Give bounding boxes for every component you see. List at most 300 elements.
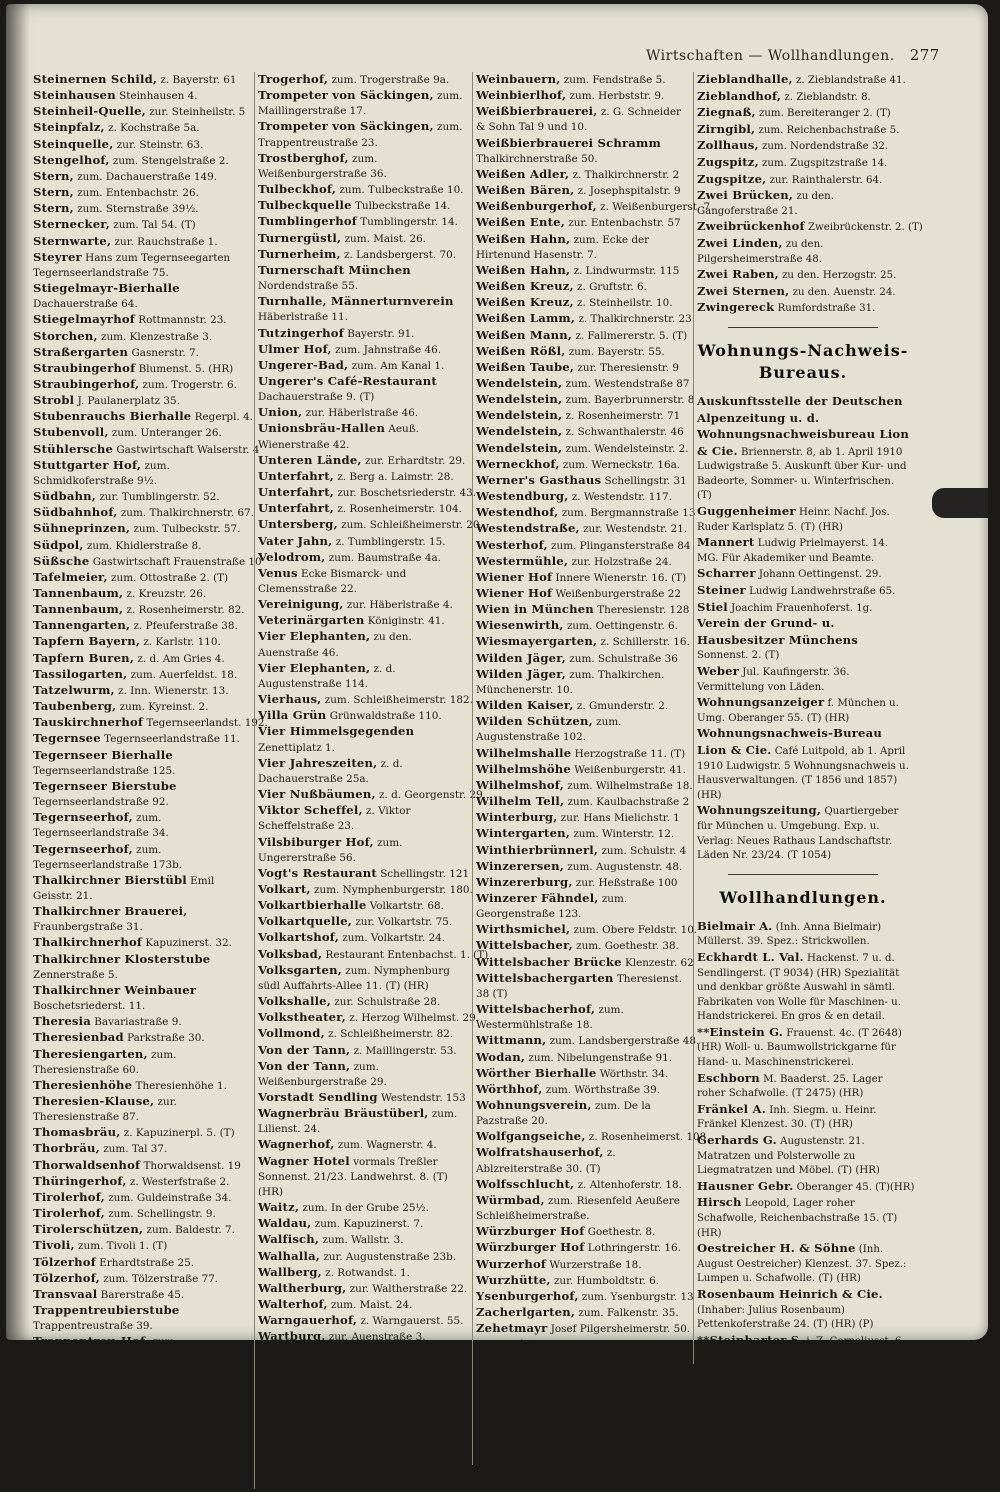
entry-address: z. Rosenheimerstr. 82. — [123, 604, 245, 617]
entry-name: Wittelsbacher, — [476, 938, 573, 953]
directory-entry — [33, 810, 251, 841]
entry-address: zum. Tal 37. — [99, 1143, 168, 1156]
directory-entry — [697, 267, 909, 284]
page-number: 277 — [909, 46, 940, 64]
entry-address: Lothringerstr. 16. — [584, 1242, 681, 1255]
entry-name: Trompeter von Säckingen, — [258, 119, 434, 134]
page-gutter-shadow — [6, 4, 30, 1340]
entry-name: Zehetmayr — [476, 1321, 548, 1336]
directory-entry — [33, 137, 251, 153]
entry-address: z. Kreuzstr. 26. — [123, 588, 207, 600]
directory-entry — [697, 1287, 909, 1333]
directory-entry — [258, 247, 473, 263]
entry-address: Rottmannstr. 23. — [134, 314, 227, 327]
section-title-wohnungs-nachweis — [697, 340, 909, 384]
entry-name: Theresienhöhe — [33, 1077, 133, 1092]
directory-entry — [476, 489, 692, 505]
directory-entry — [33, 1141, 251, 1157]
directory-entry — [476, 1098, 692, 1129]
directory-entry — [258, 1346, 473, 1362]
entry-address: z. Weißenburgerst. 7 — [596, 201, 711, 214]
directory-entry — [697, 138, 909, 155]
entry-address: zum. Trogerstraße 9a. — [328, 74, 450, 86]
directory-entry — [33, 1125, 251, 1141]
entry-name: Trogereck, — [33, 1475, 105, 1490]
entry-name: Thorbräu, — [33, 1141, 100, 1156]
entry-address: zum. Tal 54. (T) — [110, 219, 196, 232]
entry-name: Stern, — [33, 185, 74, 200]
directory-entry — [33, 1158, 251, 1174]
directory-entry — [697, 300, 909, 317]
directory-entry — [476, 698, 692, 714]
entry-address: zu den. Pilgersheimerstraße 48. — [697, 238, 824, 265]
directory-entry — [258, 1026, 473, 1042]
entry-address: zum. De la Pazstraße 20. — [476, 1100, 651, 1128]
directory-entry — [258, 374, 473, 405]
entry-address: zum. Bergmannstraße 13 — [558, 507, 696, 520]
entry-address: z. G. Schneider & Sohn Tal 9 und 10. — [476, 106, 682, 134]
entry-address: Frauenst. 4c. (T 2648) (HR) Woll- u. Baumwollstrickgarne für Hand- u. Maschinenstrickerei. — [697, 1027, 902, 1069]
entry-address: zum. Ecke der Hirtenund Hasenstr. 7. — [476, 233, 650, 261]
entry-address: zum. In der Grube 25½. — [299, 1202, 429, 1215]
entry-name: Steyrer — [33, 249, 82, 264]
directory-entry — [258, 151, 473, 182]
entry-address: zur. Schulstraße 28. — [331, 996, 441, 1009]
directory-entry — [33, 715, 268, 731]
entry-name: Winterburg, — [476, 810, 558, 825]
entry-name: Zwei Raben, — [697, 267, 779, 282]
directory-entry — [476, 667, 692, 698]
entry-address: zum. Entenbachstr. 26. — [73, 187, 199, 200]
entry-name: Weißen Kreuz, — [476, 295, 574, 310]
directory-entry — [258, 597, 473, 613]
entry-address: Ecke Bismarck- und Clemensstraße 22. — [258, 567, 407, 595]
entry-address: z. Pfeuferstraße 38. — [130, 620, 238, 633]
entry-name: Vereinigung, — [258, 597, 344, 612]
entry-address: zum. Wagnerstr. 4. — [334, 1139, 437, 1152]
entry-address: Dachauerstraße 9. (T) — [258, 391, 375, 404]
entry-name: Ysenburgerhof, — [476, 1288, 579, 1303]
entry-address: Wurzerstraße 18. — [546, 1258, 642, 1271]
entry-address: Café Luitpold, ab 1. April 1910 Ludwigstr. 5 Wohnungsnachweis u. Hausverwaltungen. (T 1856 und 1857) (HR) — [697, 745, 909, 801]
directory-entry — [33, 699, 251, 715]
directory-entry — [33, 748, 251, 779]
directory-entry — [697, 583, 909, 600]
entry-address: Gastwirtschaft Frauenstraße 10 — [89, 555, 262, 568]
entry-address: Sonnenst. 2. (T) — [697, 650, 780, 662]
directory-entry — [476, 1432, 692, 1448]
entry-name: Weißen Kreuz, — [476, 279, 574, 294]
entry-address: z. d. Augustenstraße 114. — [258, 662, 396, 690]
entry-address: zum. Ottostraße 2. (T) — [107, 571, 229, 584]
section-divider — [728, 874, 878, 875]
entry-address: Augustenstr. 21. Matratzen und Polsterwolle zu Liegmatratzen und Möbel. (T) (HR) — [697, 1136, 880, 1177]
entry-name: Trappentreubierstube — [33, 1303, 180, 1318]
entry-name: Tölzerhof — [33, 1254, 96, 1269]
entry-address: zum. Bayerstr. 55. — [565, 345, 665, 358]
entry-name: Weißbierbrauerei, — [476, 104, 598, 119]
directory-entry — [476, 1240, 692, 1256]
directory-entry — [697, 284, 909, 301]
directory-entry — [33, 1030, 251, 1046]
entry-name: Vier Elephanten, — [258, 660, 371, 675]
directory-entry — [697, 535, 909, 566]
entry-address: zum. Werneckstr. 16a. — [559, 458, 681, 471]
binding-clip — [932, 488, 988, 518]
directory-entry — [697, 616, 909, 664]
directory-entry — [33, 731, 251, 747]
entry-address: zum. Theresienstraße 60. — [33, 1048, 177, 1076]
directory-entry — [33, 1174, 251, 1190]
entry-address: Trappentreustraße 39. — [33, 1320, 153, 1333]
directory-entry — [33, 489, 251, 505]
directory-entry — [476, 570, 692, 586]
directory-entry — [258, 198, 473, 214]
directory-entry — [697, 1025, 909, 1071]
entry-name: Werneckhof, — [476, 456, 560, 471]
entry-name: Wittmann, — [476, 1033, 547, 1048]
directory-entry — [258, 326, 473, 342]
entry-name: Wendelstein, — [476, 392, 563, 407]
entry-name: Traunstein, — [33, 1396, 110, 1411]
entry-name: Tegernseerhof, — [33, 810, 133, 825]
entry-name: Thalkirchner Weinbauer — [33, 982, 197, 997]
directory-entry — [476, 1289, 692, 1305]
entry-address: zur. Westendstr. 21. — [579, 523, 688, 536]
entry-name: Unteren Lände, — [258, 452, 362, 467]
entry-address: zum. Nymphenburgerstr. 180. — [310, 883, 473, 896]
section-title-line-2: Bureaus. — [758, 362, 848, 382]
entry-name: Wittelsbacherhof, — [476, 1002, 596, 1017]
directory-entry — [33, 409, 251, 425]
directory-entry — [476, 778, 692, 794]
entry-name: Tegernseerhof, — [33, 841, 133, 856]
entry-address: Tegernseerlandstraße 92. — [33, 796, 169, 809]
entry-address: Bavariastraße 9. — [90, 1016, 182, 1029]
entry-address: zum. Bayerbrunnerstr. 8 — [562, 394, 695, 407]
entry-name: Wendelstein, — [476, 440, 563, 455]
directory-entry — [697, 1195, 909, 1241]
directory-entry — [33, 904, 251, 935]
directory-entry — [258, 182, 473, 198]
entry-address: z. Gruftstr. 6. — [573, 281, 647, 294]
entry-name: **Einstein G. — [697, 1024, 784, 1039]
entry-address: zum. Westendstraße 87 — [562, 377, 690, 390]
entry-address: Dachauerstraße 64. — [33, 298, 138, 311]
entry-address: Schleißheimerstraße 170. — [33, 1461, 170, 1474]
directory-entry — [697, 726, 909, 803]
entry-name: Wallberg, — [258, 1264, 322, 1279]
entry-name: Weißenburgerhof, — [476, 199, 597, 214]
entry-address: zum. Hirschbergstraße 10. — [299, 1474, 445, 1487]
entry-address: zum. Augustenstraße 102. — [476, 716, 622, 744]
entry-address: zum. Thalkirchen. Münchenerstr. 10. — [476, 668, 665, 696]
entry-address: Tegernseerlandstraße 125. — [33, 764, 176, 777]
directory-entry — [33, 185, 251, 201]
directory-entry — [476, 1033, 700, 1049]
directory-entry — [697, 1241, 909, 1287]
entry-address: Tumblingerstr. 14. — [356, 216, 458, 229]
entry-name: Stengelhof, — [33, 152, 110, 167]
entry-name: Stern, — [33, 168, 74, 183]
directory-entry — [258, 1249, 473, 1265]
entry-name: Tannenbaum, — [33, 586, 124, 600]
directory-entry — [476, 602, 692, 618]
entry-address: Gastwirtschaft Walserstr. 4 — [113, 443, 260, 456]
entry-address: zur. Steinheilstr. 5 — [145, 106, 246, 119]
entry-name: Zirngibl, — [697, 121, 756, 136]
entry-name: Tegernsee — [33, 731, 101, 746]
entry-name: Tivoli, — [33, 1238, 75, 1253]
entry-name: Volkshalle, — [258, 994, 331, 1009]
directory-entry — [33, 217, 251, 233]
entry-address: zur. Erhardtstr. 29. — [361, 454, 466, 467]
entry-name: Wilhelmshalle — [476, 745, 572, 760]
entry-name: Walhalla, — [258, 1248, 321, 1263]
entry-address: z. Zieblandstr. 29 — [582, 1450, 678, 1463]
entry-address: Johann Oettingenst. 29. — [755, 569, 882, 581]
entry-address: zum. Schulstr. 4 — [598, 844, 687, 857]
directory-entry — [476, 441, 692, 457]
directory-entry — [697, 664, 909, 695]
entry-name: Tannengarten, — [33, 618, 131, 633]
entry-name: Ziegnaß, — [697, 105, 756, 120]
directory-entry — [33, 1287, 251, 1303]
entry-address: Theresienhöhe 1. — [132, 1079, 227, 1092]
directory-entry — [697, 1071, 909, 1102]
directory-entry — [33, 1271, 251, 1287]
entry-name: Volkartshof, — [258, 930, 339, 945]
directory-entry — [258, 342, 473, 358]
entry-name: Von der Tann, — [258, 1058, 351, 1073]
entry-name: Tumblingerhof — [258, 214, 357, 229]
directory-entry — [476, 1337, 692, 1353]
section-title-line-1: Wohnungs-Nachweis- — [697, 340, 909, 360]
entry-address: zur. Hans Mielichstr. 1 — [557, 812, 680, 825]
entry-address: zum. Trogerstr. 6. — [139, 378, 237, 391]
entry-name: Tutzingerhof — [258, 325, 344, 340]
entry-name: Zollhaus, — [697, 138, 759, 153]
directory-entry — [476, 794, 692, 810]
entry-name: Wörther Bierhalle — [476, 1065, 597, 1080]
directory-entry — [476, 521, 692, 537]
entry-name: Vier Elephanten, — [258, 629, 371, 644]
entry-name: Waitz, — [258, 1200, 300, 1215]
entry-name: Weißen Adler, — [476, 166, 570, 181]
entry-address: Fraunbergstraße 31. — [33, 921, 143, 934]
entry-address: zum. Wendelsteinstr. 2. — [562, 442, 689, 455]
directory-entry — [476, 746, 692, 762]
entry-address: Thalkirchnerstraße 50. — [476, 152, 598, 165]
column-4-wohnung-entries — [697, 394, 909, 864]
directory-entry — [258, 566, 473, 597]
entry-address: zur. Auenstraße 3. — [325, 1331, 426, 1344]
entry-name: Weinbierlhof, — [476, 88, 567, 103]
directory-entry — [258, 1297, 473, 1313]
entry-name: Vogt's Restaurant — [258, 865, 377, 880]
directory-entry — [476, 538, 692, 554]
entry-address: zur. Boschetsriederstr. 43. — [334, 487, 476, 500]
entry-name: Vater Jahn, — [258, 533, 333, 548]
directory-entry — [476, 1193, 692, 1224]
entry-address: zum. Trappentreustraße 4. — [33, 1336, 178, 1364]
directory-entry — [33, 873, 251, 904]
entry-name: Wagnerhof, — [258, 1137, 335, 1152]
entry-address: z. Westendstr. 117. — [568, 491, 672, 504]
directory-entry — [33, 1413, 251, 1444]
entry-address: zur. Humboldtstr. 6. — [550, 1274, 660, 1287]
entry-name: Sternwarte, — [33, 233, 112, 248]
entry-address: zur. Donnersbergerstraße 72. (HR) — [476, 1402, 638, 1431]
entry-address: Briennerstr. 8, ab 1. April 1910 Ludwigstraße 5. Auskunft über Kur- und Badeorte, Sommer- u. Winterfrischen. (T) — [697, 446, 907, 502]
directory-entry — [33, 553, 262, 570]
entry-address: Westendstraße 123. — [33, 1382, 139, 1395]
directory-entry — [697, 695, 909, 726]
directory-entry — [476, 457, 692, 473]
directory-entry — [258, 214, 473, 230]
directory-entry — [33, 1303, 251, 1334]
entry-name: Vierhaus, — [258, 692, 322, 707]
entry-name: Wohnungszeitung, — [697, 803, 822, 818]
directory-entry — [258, 88, 473, 119]
entry-address: zum. Unteranger 26. — [108, 427, 222, 440]
entry-address: z. Thalkirchnerstr. 23 — [575, 313, 692, 326]
directory-entry — [476, 505, 696, 521]
entry-name: Wurzhütte, — [476, 1272, 551, 1287]
entry-name: Zacherlgarten, — [476, 1305, 576, 1320]
directory-entry — [476, 424, 692, 440]
entry-name: Tatzelwurm, — [33, 682, 115, 697]
directory-entry — [258, 1457, 473, 1473]
entry-name: Stubenvoll, — [33, 425, 109, 440]
directory-entry — [258, 517, 483, 533]
directory-entry — [258, 613, 473, 629]
entry-address: zur. Rauchstraße 1. — [111, 235, 218, 248]
entry-name: Weißen Hahn, — [476, 231, 571, 246]
entry-address: zur. Häberlstraße 46. — [302, 407, 419, 420]
entry-name: Tegernseer Bierstube — [33, 778, 177, 793]
entry-address: vormals Treßler Sonnenst. 21/23. Landwehrst. 8. (T) (HR) — [258, 1155, 448, 1198]
entry-address: zum. Plingansterstraße 84 — [547, 539, 691, 552]
entry-address: z. Wirtschaft Pesenbachstr. 4a. — [476, 1371, 661, 1399]
entry-address: zur. Häberlstraße 4. — [343, 599, 453, 612]
entry-address: Restaurant Entenbachst. 1. (T) — [322, 948, 489, 961]
entry-address: zur. Rainthalerstr. 64. — [766, 174, 883, 186]
entry-address: zum. Stengelstraße 2. — [109, 154, 229, 167]
directory-entry — [258, 1425, 473, 1456]
directory-entry — [697, 803, 909, 863]
entry-address: z. Zentnerstr. 7. — [554, 1355, 642, 1368]
entry-address: zur. Theresienstr. 9 — [574, 361, 679, 374]
entry-name: Hausner Gebr. — [697, 1178, 794, 1193]
directory-entry — [258, 72, 473, 88]
directory-page — [6, 4, 988, 1490]
entry-name: Vier Jahreszeiten, — [258, 755, 378, 770]
entry-address: Heinr. Nachf. Jos. Ruder Karlsplatz 5. (T) (HR) — [697, 507, 890, 533]
entry-name: Vier Himmelsgegenden — [258, 724, 415, 739]
directory-entry — [33, 1238, 251, 1254]
entry-address: zur. Theresienstraße 87. — [33, 1096, 177, 1124]
entry-address: z. Rosenheimerstr. 71 — [562, 410, 681, 423]
directory-entry — [476, 311, 692, 327]
directory-entry — [33, 651, 251, 667]
entry-address: Schellingstr. 31 — [601, 474, 687, 487]
entry-address: zum. Wallstr. 3. — [319, 1234, 404, 1247]
entry-name: Würmbad, — [476, 1192, 545, 1207]
directory-entry — [476, 810, 692, 826]
directory-entry — [476, 714, 692, 745]
entry-address: z. Berg a. Laimstr. 28. — [334, 470, 454, 483]
entry-name: Vier Nußbäumen, — [258, 787, 376, 802]
entry-address: z. Gmunderstr. 2. — [573, 700, 669, 713]
section-divider — [728, 327, 878, 328]
entry-name: Trappentreu's Bierhalle — [33, 1365, 193, 1380]
entry-address: zum. Guldeinstraße 34. — [104, 1191, 232, 1204]
entry-address: Zenettiplatz 1. — [258, 741, 335, 754]
directory-entry — [258, 485, 476, 501]
entry-name: Wodan, — [476, 1049, 526, 1064]
entry-name: Stiegelmayr-Bierhalle — [33, 281, 180, 296]
directory-entry — [33, 234, 251, 250]
entry-name: Sternecker, — [33, 217, 110, 232]
entry-address: zum. Dachauerstraße 149. — [73, 170, 218, 183]
entry-name: Ungerer-Bad, — [258, 357, 349, 372]
entry-name: Venus — [258, 565, 298, 580]
directory-entry — [33, 441, 260, 458]
entry-name: Storchen, — [33, 328, 98, 343]
entry-name: Turnerheim, — [258, 246, 341, 261]
entry-address: zum. Weißenburgerstraße 36. — [258, 152, 387, 180]
entry-name: Tirolerhof, — [33, 1189, 105, 1204]
directory-entry — [258, 946, 489, 963]
entry-address: Weißenburgerstr. 41. — [571, 763, 686, 776]
directory-entry — [476, 875, 692, 891]
column-1 — [33, 72, 268, 1492]
entry-name: Vilsbiburger Hof, — [258, 834, 374, 849]
entry-name: Waltherburg, — [258, 1280, 347, 1295]
entry-address: zum. Bereiteranger 2. (T) — [755, 108, 891, 120]
directory-entry — [258, 803, 473, 834]
entry-address: Aeuß. Wienerstraße 42. — [258, 423, 419, 451]
entry-address: z. Kapuzinerpl. 5. (T) — [120, 1127, 235, 1140]
directory-entry — [697, 600, 909, 617]
directory-entry — [258, 963, 473, 994]
entry-name: Wien in München — [476, 602, 594, 617]
entry-address: zum. Nymphenburg südl Auffahrts-Allee 11. (T) (HR) — [258, 964, 450, 992]
directory-entry — [33, 634, 251, 650]
entry-address: Inh. Siegm. u. Heinr. Fränkel Klenzest. 30. (T) (HR) — [697, 1104, 877, 1131]
entry-address: z. d. Georgenstr. 29. — [375, 789, 486, 802]
entry-name: Strobl — [33, 393, 75, 408]
entry-address: Herzogstraße 11. (T) — [571, 747, 686, 760]
entry-name: Trogerhof, — [258, 72, 329, 86]
entry-address: Kapuzinerst. 32. — [142, 937, 232, 950]
directory-entry — [33, 88, 251, 104]
directory-entry — [476, 554, 692, 570]
directory-entry — [476, 651, 692, 667]
entry-name: Steinheil-Quelle, — [33, 104, 146, 119]
entry-address: z. Inn. Wienerstr. 13. — [114, 684, 229, 697]
entry-name: Stern, — [33, 201, 74, 216]
entry-address: zum. Schellingstr. 9. — [104, 1208, 216, 1221]
directory-entry — [476, 1401, 692, 1432]
entry-address: Zennerstraße 5. — [33, 968, 118, 981]
directory-entry — [476, 1177, 692, 1193]
entry-name: Zieblandhof, — [697, 88, 782, 103]
directory-entry — [258, 1043, 473, 1059]
directory-entry — [33, 618, 251, 634]
entry-name: Winzerer Fähndel, — [476, 890, 599, 905]
